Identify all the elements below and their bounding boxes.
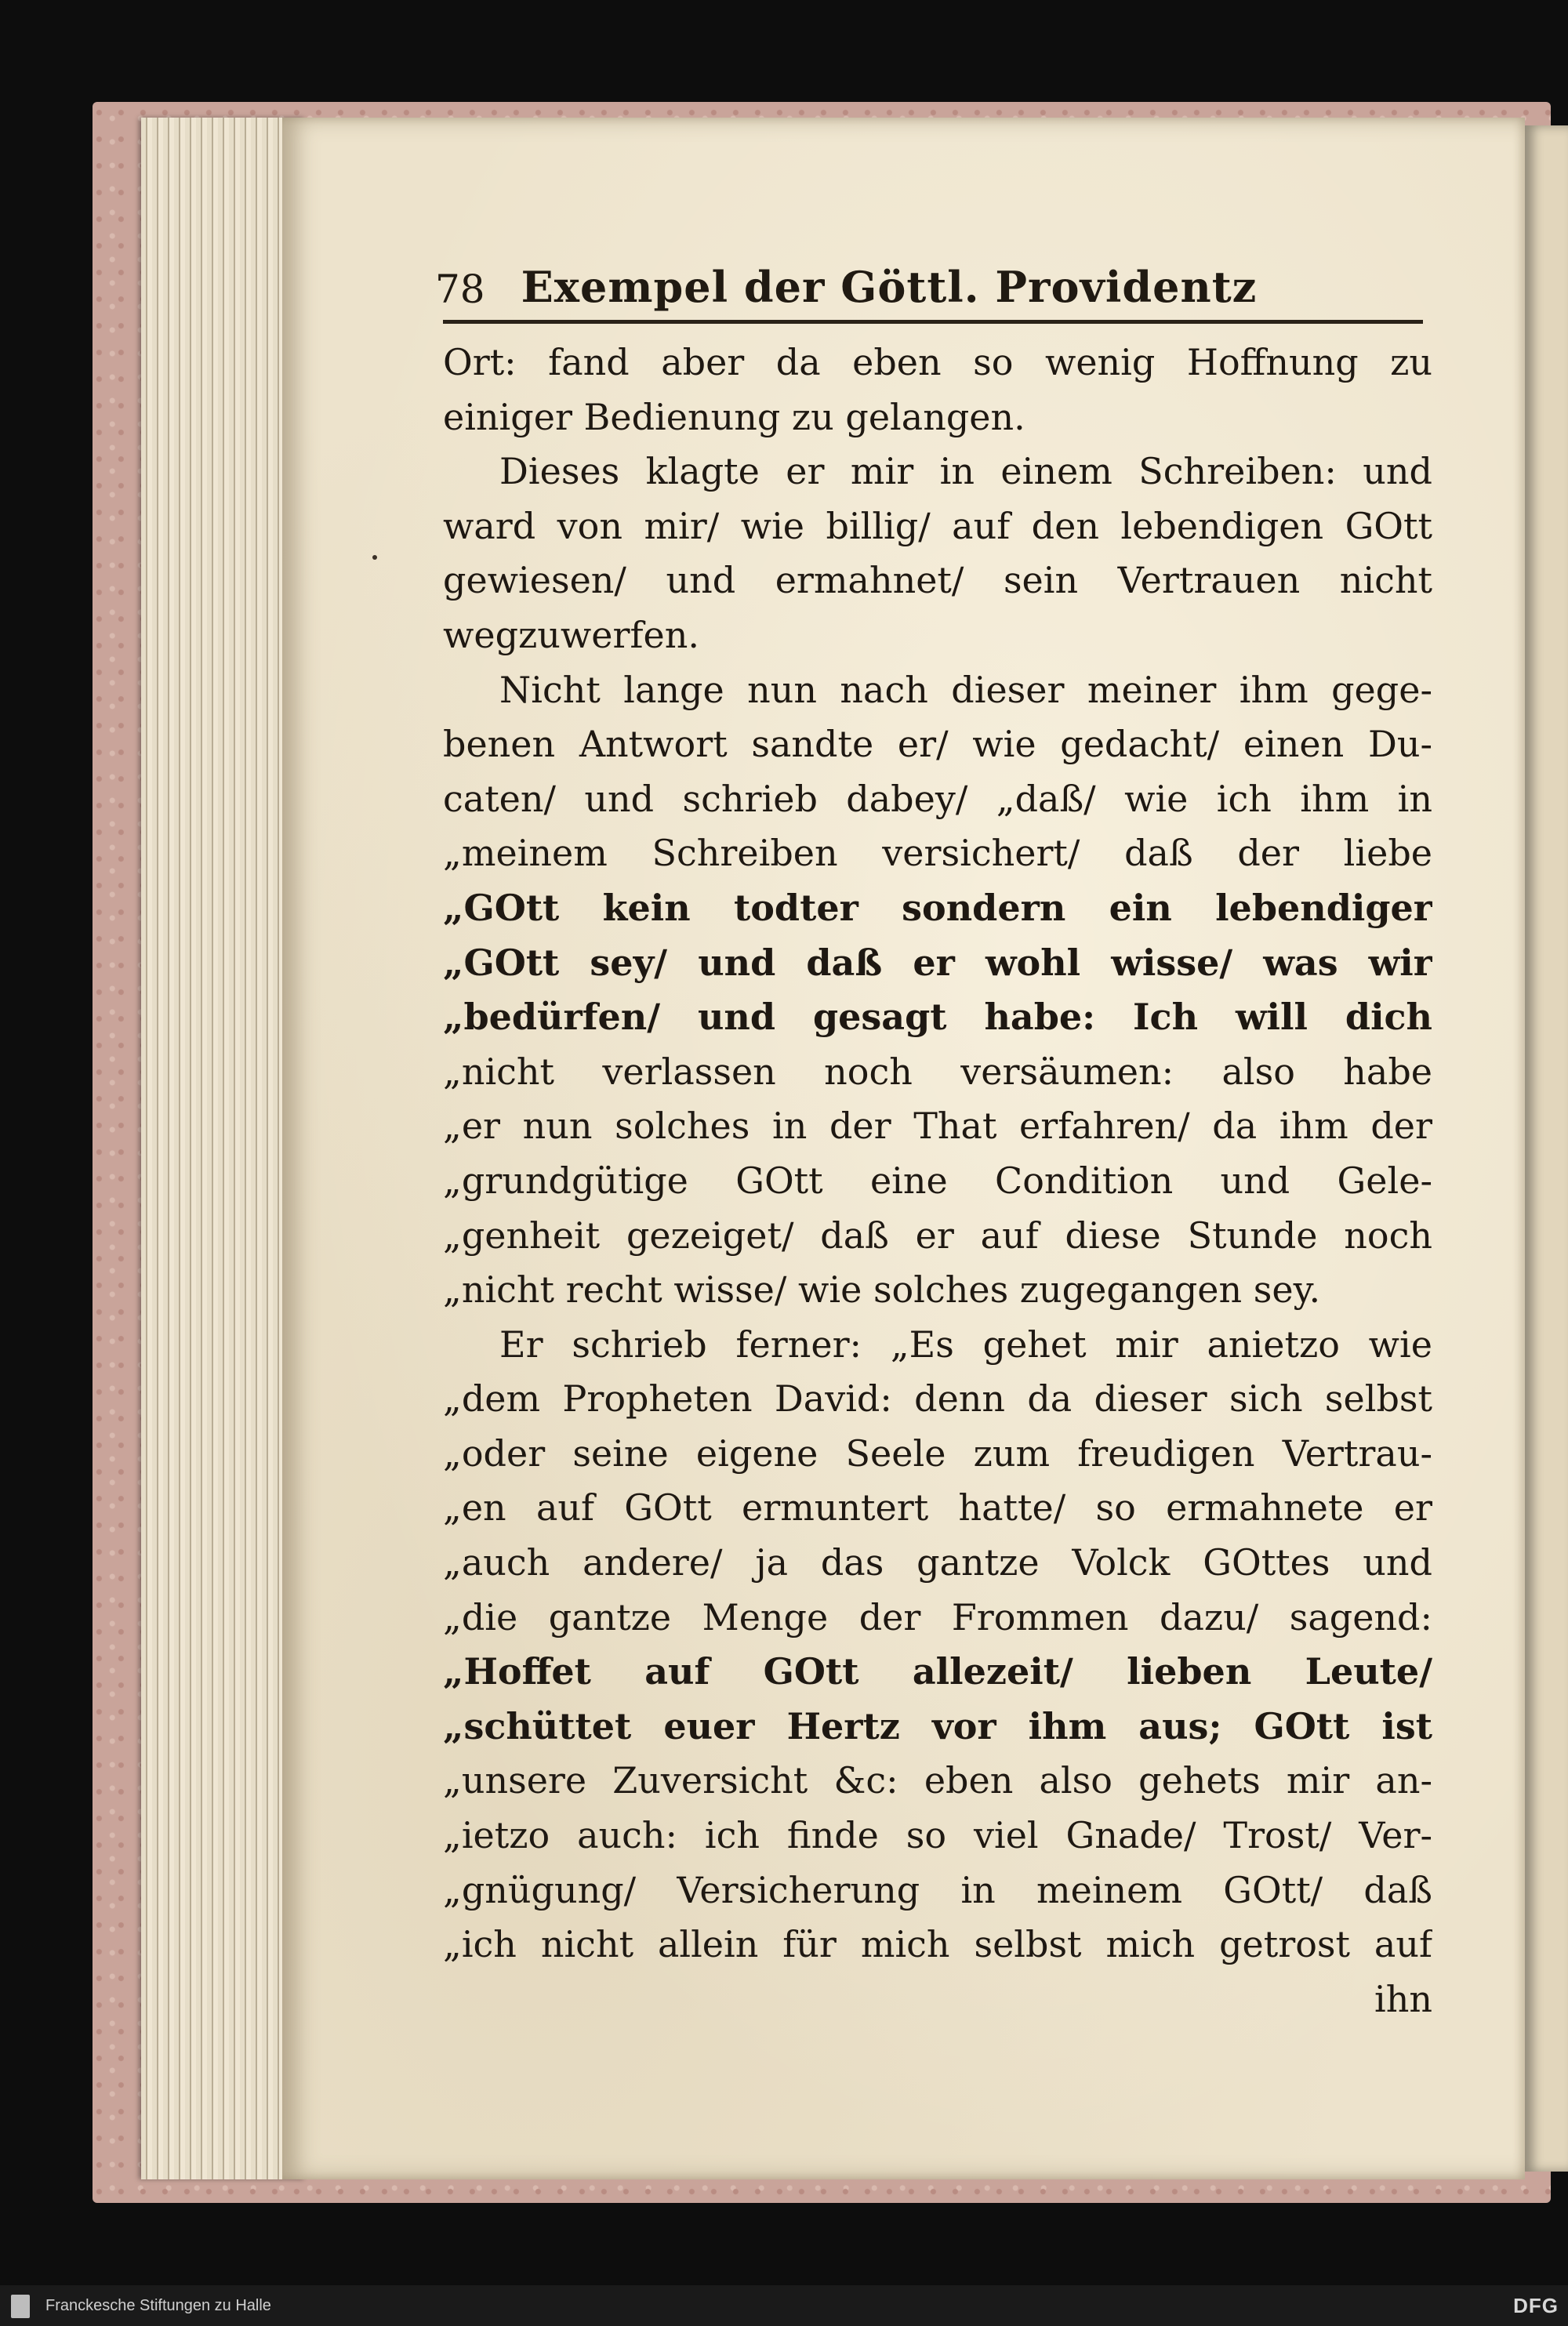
- text-line: „nicht recht wisse/ wie solches zugegangen sey.: [443, 1268, 1321, 1312]
- institution-logo-icon: [11, 2295, 30, 2318]
- text-line: „ich nicht allein für mich selbst mich getrost auf: [443, 1923, 1432, 1966]
- text-line: „ietzo auch: ich finde so viel Gnade/ Trost/ Ver-: [443, 1814, 1432, 1857]
- text-line: einiger Bedienung zu gelangen.: [443, 395, 1025, 438]
- ink-speck: [372, 555, 377, 560]
- text-line: „GOtt sey/ und daß er wohl wisse/ was wir: [443, 941, 1432, 984]
- text-line: Dieses klagte er mir in einem Schreiben: und: [499, 450, 1432, 493]
- text-line: „die gantze Menge der Frommen dazu/ sagend:: [443, 1595, 1432, 1638]
- text-line: caten/ und schrieb dabey/ „daß/ wie ich ihm in: [443, 777, 1432, 820]
- text-line: „grundgütige GOtt eine Condition und Gele-: [443, 1159, 1432, 1202]
- text-line: „Hoffet auf GOtt allezeit/ lieben Leute/: [443, 1650, 1432, 1693]
- text-line: Nicht lange nun nach dieser meiner ihm gege-: [499, 668, 1432, 711]
- facing-page-edge: [1525, 125, 1568, 2172]
- text-line: „genheit gezeiget/ daß er auf diese Stunde noch: [443, 1214, 1432, 1257]
- page-header: [435, 249, 1423, 312]
- text-line: „en auf GOtt ermuntert hatte/ so ermahnete er: [443, 1486, 1432, 1529]
- page-number: 78: [435, 267, 485, 312]
- text-line: wegzuwerfen.: [443, 613, 699, 656]
- text-line: ward von mir/ wie billig/ auf den lebendigen GOtt: [443, 504, 1432, 547]
- text-line: „dem Propheten David: denn da dieser sich selbst: [443, 1377, 1432, 1421]
- text-line: „er nun solches in der That erfahren/ da ihm der: [443, 1105, 1432, 1148]
- institution-name: Franckesche Stiftungen zu Halle: [45, 2297, 271, 2314]
- text-line: „auch andere/ ja das gantze Volck GOttes und: [443, 1541, 1432, 1584]
- running-title: Exempel der Göttl. Providentz: [521, 262, 1258, 312]
- viewer-footer: [0, 2285, 1568, 2326]
- text-line: „bedürfen/ und gesagt habe: Ich will dich: [443, 996, 1432, 1039]
- dfg-logo: DFG: [1513, 2294, 1559, 2317]
- text-line: „GOtt kein todter sondern ein lebendiger: [443, 886, 1432, 929]
- text-line: „schüttet euer Hertz vor ihm aus; GOtt ist: [443, 1704, 1432, 1747]
- text-line: „meinem Schreiben versichert/ daß der liebe: [443, 832, 1432, 875]
- catchword: ihn: [1374, 1977, 1432, 2020]
- text-line: Ort: fand aber da eben so wenig Hoffnung zu: [443, 341, 1432, 383]
- text-line: Er schrieb ferner: „Es gehet mir anietzo wie: [499, 1323, 1432, 1366]
- page-edges: [141, 118, 306, 2179]
- text-line: benen Antwort sandte er/ wie gedacht/ einen Du-: [443, 723, 1432, 766]
- text-line: „oder seine eigene Seele zum freudigen Vertrau-: [443, 1432, 1432, 1475]
- body-text: [443, 336, 1432, 2027]
- text-line: gewiesen/ und ermahnet/ sein Vertrauen nicht: [443, 559, 1432, 602]
- header-rule: [443, 320, 1423, 324]
- text-line: „unsere Zuversicht &c: eben also gehets mir an-: [443, 1759, 1432, 1802]
- text-line: „gnügung/ Versicherung in meinem GOtt/ daß: [443, 1868, 1432, 1911]
- text-line: „nicht verlassen noch versäumen: also habe: [443, 1050, 1432, 1093]
